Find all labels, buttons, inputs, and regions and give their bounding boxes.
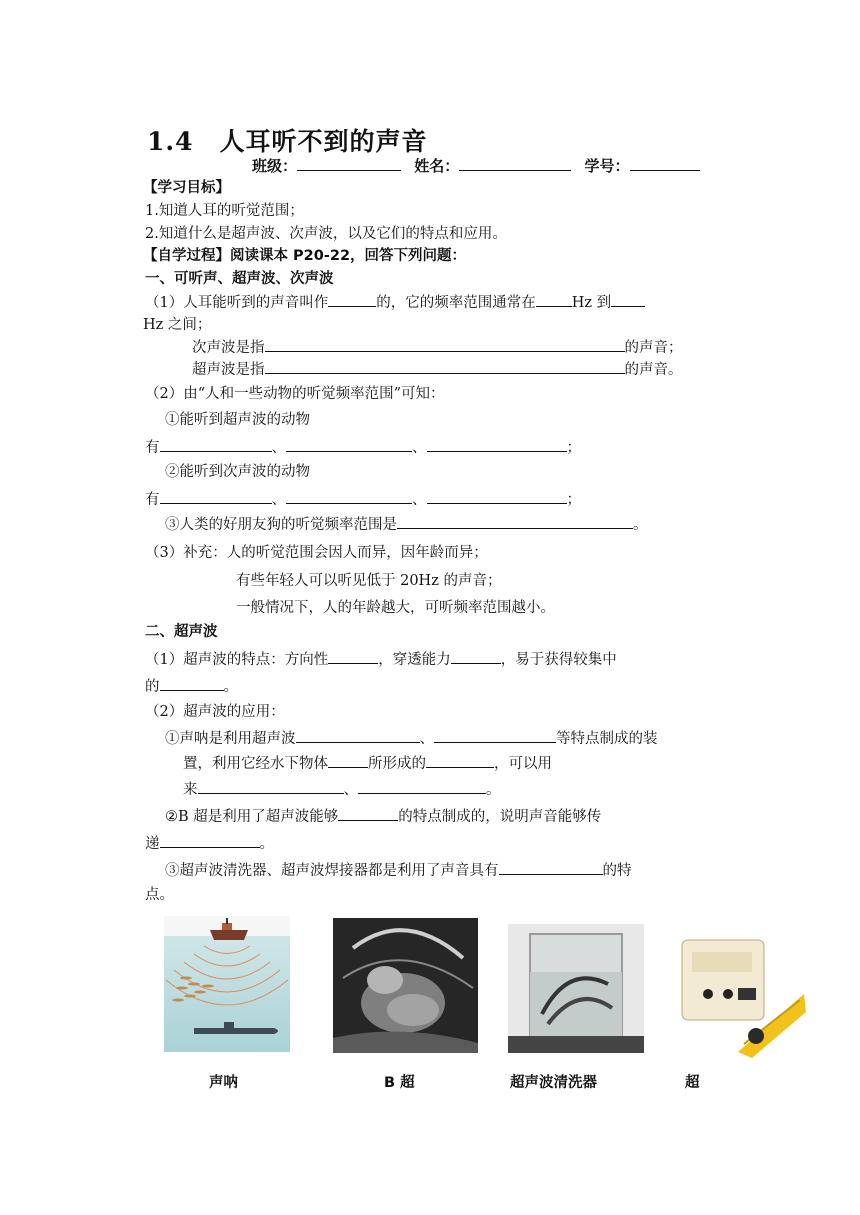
end-text: ；	[566, 492, 581, 508]
answer-blank	[296, 728, 420, 743]
s1-text-d: 置，利用它经水下物体	[183, 756, 328, 772]
caption-b-ultrasound: B 超	[384, 1075, 415, 1091]
sep-text: 、	[271, 440, 286, 456]
q3-line-1: （3）补充：人的听觉范围会因人而异，因年龄而异；	[145, 545, 488, 561]
student-info-line	[252, 155, 700, 176]
p1-text-c: ，易于获得较集中	[500, 652, 617, 668]
sep-text: 、	[271, 492, 286, 508]
answer-blank	[160, 489, 272, 504]
q2-3-text-b: 。	[633, 517, 648, 533]
s2-p1-line	[145, 649, 617, 670]
bscan-line-1	[165, 806, 601, 827]
q2-1-line: ①能听到超声波的动物	[165, 412, 310, 428]
answer-blank	[328, 753, 368, 768]
q1-text-a: （1）人耳能听到的声音叫作	[145, 295, 329, 311]
q1-line-cont: Hz 之间；	[143, 317, 212, 333]
objective-item-2: 2.知道什么是超声波、次声波，以及它们的特点和应用。	[145, 226, 507, 242]
sep-text: 、	[412, 492, 427, 508]
answer-blank	[328, 292, 376, 307]
answer-blank	[358, 779, 486, 794]
name-blank	[459, 156, 571, 171]
s2-text-a: ②B 超是利用了超声波能够	[165, 809, 339, 825]
p1-text-e: 。	[223, 679, 238, 695]
s1-text-i: 。	[486, 782, 501, 798]
answer-blank	[286, 489, 412, 504]
s2-p2-line: （2）超声波的应用：	[145, 704, 285, 720]
answer-blank	[611, 292, 645, 307]
ultrasound-text-b: 的声音。	[624, 362, 683, 378]
sonar-line-2	[183, 753, 552, 774]
caption-ultrasonic-welder: 超	[685, 1075, 700, 1091]
caption-sonar: 声呐	[209, 1075, 238, 1091]
p1-text-a: （1）超声波的特点：方向性	[145, 652, 329, 668]
objective-item-1: 1.知道人耳的听觉范围；	[145, 203, 304, 219]
q3-line-2: 有些年轻人可以听见低于 20Hz 的声音；	[236, 573, 502, 589]
section1-heading: 一、可听声、超声波、次声波	[145, 271, 334, 287]
sonar-line-1	[165, 728, 658, 749]
answer-blank	[426, 753, 494, 768]
answer-blank	[160, 437, 272, 452]
answer-blank	[198, 779, 344, 794]
bscan-line-2	[145, 833, 274, 854]
sep-text: 、	[412, 440, 427, 456]
answer-blank	[434, 728, 556, 743]
s2-p1-line-cont	[145, 676, 238, 697]
s1-text-e: 所形成的	[368, 756, 426, 772]
q1-line	[145, 292, 645, 313]
student-id-label: 学号：	[584, 157, 630, 175]
answer-blank	[265, 337, 625, 352]
answer-blank	[160, 676, 224, 691]
p1-text-d: 的	[145, 679, 160, 695]
s2-text-d: 。	[259, 836, 274, 852]
s1-text-c: 等特点制成的装	[556, 731, 658, 747]
answer-blank	[328, 649, 378, 664]
sonar-line-3	[183, 779, 501, 800]
ultrasonic-welder-image	[678, 932, 806, 1062]
answer-blank	[397, 514, 633, 529]
answer-blank	[338, 806, 398, 821]
caption-ultrasonic-cleaner: 超声波清洗器	[510, 1075, 597, 1091]
s2-text-b: 的特点制成的，说明声音能够传	[398, 809, 602, 825]
q2-2-line: ②能听到次声波的动物	[165, 464, 310, 480]
s2-text-c: 递	[145, 836, 160, 852]
answer-blank	[427, 489, 567, 504]
answer-blank	[427, 437, 567, 452]
q1-text-b: 的，它的频率范围通常在	[376, 295, 536, 311]
infrasound-line	[192, 337, 683, 358]
q1-text-c: Hz 到	[571, 295, 612, 311]
s1-text-f: ，可以用	[494, 756, 552, 772]
q3-line-3: 一般情况下，人的年龄越大，可听频率范围越小。	[236, 600, 555, 616]
q2-2-answers	[145, 489, 581, 510]
answer-blank	[451, 649, 501, 664]
ultrasonic-cleaner-image	[508, 924, 644, 1053]
end-text: ；	[566, 440, 581, 456]
s1-text-a: ①声呐是利用超声波	[165, 731, 296, 747]
answer-blank	[499, 860, 603, 875]
student-id-blank	[630, 156, 700, 171]
section2-heading: 二、超声波	[145, 624, 218, 640]
class-label: 班级：	[252, 157, 298, 175]
s1-text-g: 来	[183, 782, 198, 798]
q2-line: （2）由“人和一些动物的听觉频率范围”可知：	[145, 386, 445, 402]
ultrasound-line	[192, 359, 683, 380]
q2-1-answers	[145, 437, 581, 458]
class-blank	[297, 156, 401, 171]
s1-text-h: 、	[343, 782, 358, 798]
cleaner-line-2: 点。	[145, 887, 174, 903]
objectives-heading: 【学习目标】	[143, 180, 230, 196]
answer-blank	[265, 359, 625, 374]
infrasound-text-b: 的声音；	[624, 340, 683, 356]
s1-text-b: 、	[419, 731, 434, 747]
sonar-image	[164, 916, 290, 1052]
q2-3-line	[165, 514, 648, 535]
process-heading: 【自学过程】阅读课本 P20-22，回答下列问题：	[143, 248, 467, 264]
s3-text-a: ③超声波清洗器、超声波焊接器都是利用了声音具有	[165, 863, 499, 879]
cleaner-line-1	[165, 860, 632, 881]
have-text: 有	[145, 492, 160, 508]
ultrasound-text-a: 超声波是指	[192, 362, 265, 378]
answer-blank	[160, 833, 260, 848]
b-ultrasound-image	[333, 918, 478, 1053]
s3-text-b: 的特	[602, 863, 632, 879]
name-label: 姓名：	[414, 157, 460, 175]
page-title: 1.4 人耳听不到的声音	[147, 127, 428, 156]
infrasound-text-a: 次声波是指	[192, 340, 265, 356]
q2-3-text-a: ③人类的好朋友狗的听觉频率范围是	[165, 517, 397, 533]
answer-blank	[286, 437, 412, 452]
p1-text-b: ，穿透能力	[378, 652, 451, 668]
answer-blank	[536, 292, 572, 307]
have-text: 有	[145, 440, 160, 456]
